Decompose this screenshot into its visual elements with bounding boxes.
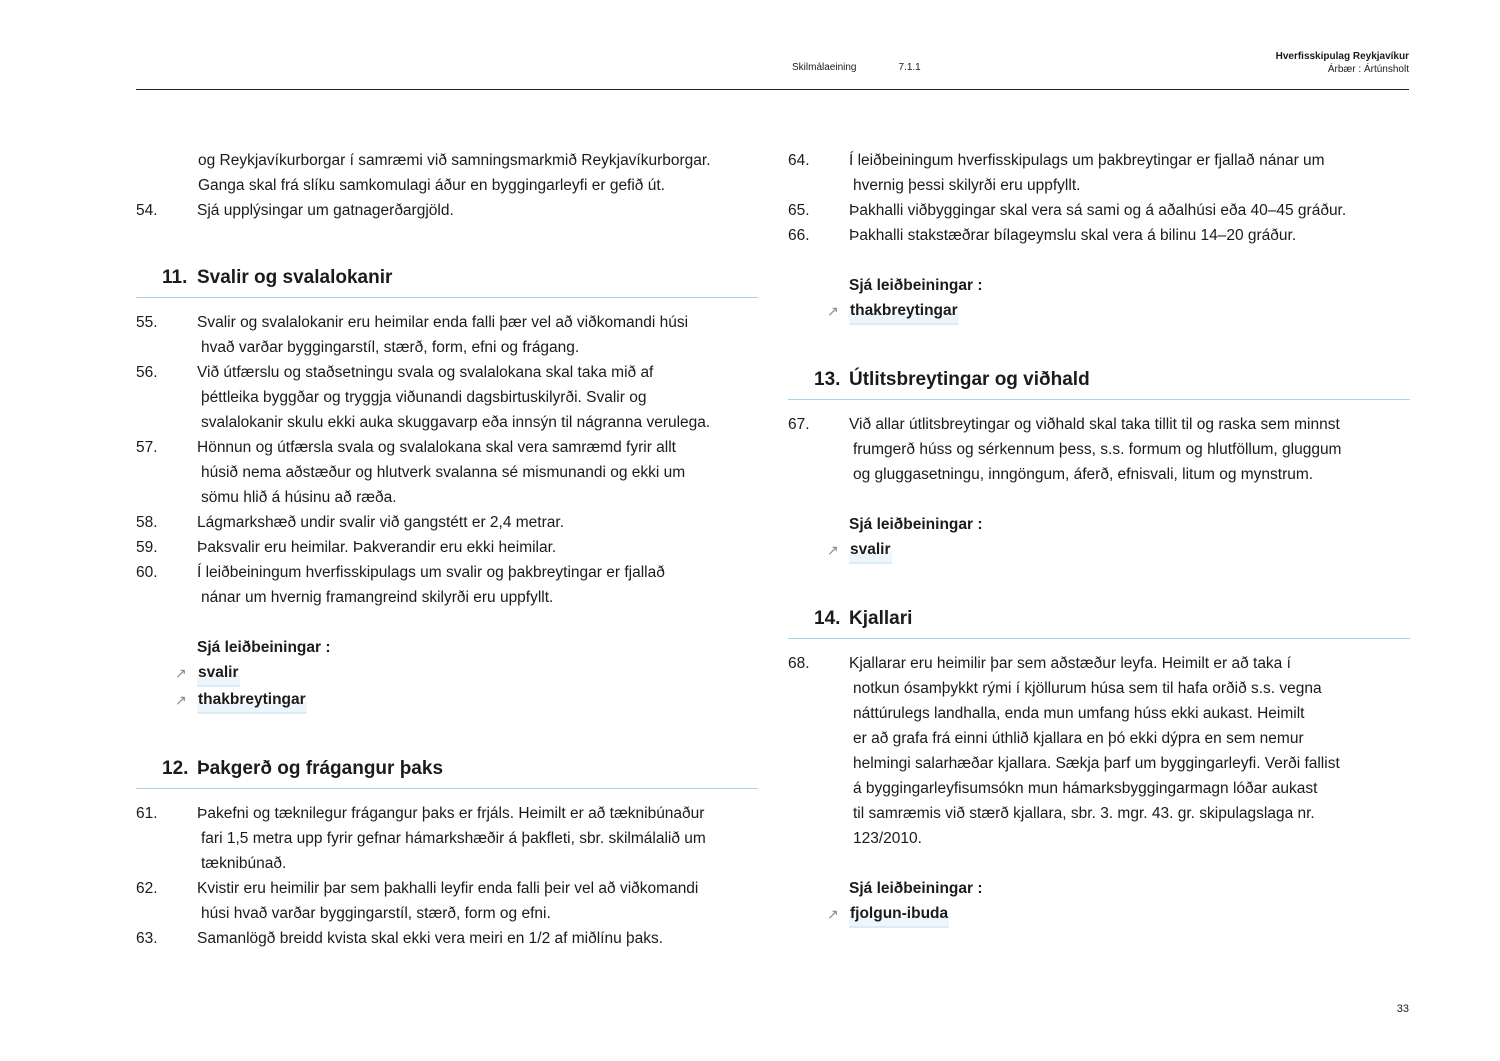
item-line: sömu hlið á húsinu að ræða. xyxy=(201,489,397,506)
arrow-up-right-icon: ↗ xyxy=(827,906,839,922)
heading-number: 13. xyxy=(814,368,841,390)
guideline-link-text[interactable]: svalir xyxy=(197,660,240,687)
list-item xyxy=(136,510,758,535)
list-item xyxy=(136,560,758,610)
item-line: Kvistir eru heimilir þar sem þakhalli leyfir enda falli þeir vel að viðkomandi xyxy=(197,880,699,897)
header-title-block xyxy=(1276,50,1409,76)
item-line: Við allar útlitsbreytingar og viðhald skal taka tillit til og raska sem minnst xyxy=(849,416,1340,433)
heading-title: Kjallari xyxy=(849,607,913,629)
heading-number: 12. xyxy=(162,757,189,779)
item-line: Lágmarkshæð undir svalir við gangstétt er 2,4 metrar. xyxy=(197,514,565,531)
item-line: nánar um hvernig framangreind skilyrði eru uppfyllt. xyxy=(201,589,554,606)
intro-line: og Reykjavíkurborgar í samræmi við samningsmarkmið Reykjavíkurborgar. xyxy=(198,152,711,169)
item-line: 123/2010. xyxy=(853,830,922,847)
guideline-link-text[interactable]: svalir xyxy=(849,537,892,564)
arrow-up-right-icon: ↗ xyxy=(827,542,839,558)
item-line: Í leiðbeiningum hverfisskipulags um þakbreytingar er fjallað nánar um xyxy=(849,152,1325,169)
item-number: 62. xyxy=(136,880,158,897)
guidelines-block xyxy=(788,512,1410,564)
header-divider xyxy=(136,89,1409,90)
item-line: Þakhalli stakstæðrar bílageymslu skal vera á bilinu 14–20 gráður. xyxy=(849,227,1297,244)
guidelines-label: Sjá leiðbeiningar : xyxy=(197,639,331,656)
list-item xyxy=(788,148,1410,198)
list-item xyxy=(136,198,758,223)
item-line: Þakhalli viðbyggingar skal vera sá sami og á aðalhúsi eða 40–45 gráður. xyxy=(849,202,1347,219)
item-number: 64. xyxy=(788,152,810,169)
arrow-up-right-icon: ↗ xyxy=(827,303,839,319)
heading-number: 11. xyxy=(162,266,188,288)
section-label: Skilmálaeining xyxy=(792,62,857,73)
right-column xyxy=(788,148,1410,928)
heading-number: 14. xyxy=(814,607,841,629)
guidelines-label: Sjá leiðbeiningar : xyxy=(849,516,983,533)
item-line: hvernig þessi skilyrði eru uppfyllt. xyxy=(853,177,1081,194)
item-number: 65. xyxy=(788,202,810,219)
item-line: og gluggasetningu, inngöngum, áferð, efnisvali, litum og mynstrum. xyxy=(853,466,1314,483)
list-item xyxy=(136,926,758,951)
item-line: Þaksvalir eru heimilar. Þakverandir eru ekki heimilar. xyxy=(197,539,557,556)
guideline-link-text[interactable]: thakbreytingar xyxy=(849,298,959,325)
item-line: helmingi salarhæðar kjallara. Sækja þarf um byggingarleyfi. Verði fallist xyxy=(853,755,1340,772)
intro-line: Ganga skal frá slíku samkomulagi áður en byggingarleyfi er gefið út. xyxy=(198,177,665,194)
item-number: 59. xyxy=(136,539,158,556)
document-subtitle: Árbær : Ártúnsholt xyxy=(1327,64,1409,75)
heading-title: Útlitsbreytingar og viðhald xyxy=(849,368,1090,390)
guideline-link-text[interactable]: thakbreytingar xyxy=(197,687,307,714)
arrow-up-right-icon: ↗ xyxy=(175,665,187,681)
item-line: Í leiðbeiningum hverfisskipulags um svalir og þakbreytingar er fjallað xyxy=(197,564,665,581)
list-item xyxy=(788,412,1410,487)
guideline-link-svalir[interactable] xyxy=(175,660,758,687)
arrow-up-right-icon: ↗ xyxy=(175,692,187,708)
item-number: 63. xyxy=(136,930,158,947)
page-number: 33 xyxy=(1396,1003,1409,1015)
item-line: á byggingarleyfisumsókn mun hámarksbyggingarmagn lóðar aukast xyxy=(853,780,1318,797)
intro-paragraph xyxy=(136,148,758,198)
guidelines-label: Sjá leiðbeiningar : xyxy=(849,277,983,294)
item-number: 56. xyxy=(136,364,158,381)
list-item xyxy=(136,435,758,510)
guideline-link-thakbreytingar[interactable] xyxy=(175,687,758,714)
guideline-link-text[interactable]: fjolgun-ibuda xyxy=(849,901,949,928)
list-item xyxy=(788,223,1410,248)
item-number: 61. xyxy=(136,805,158,822)
guidelines-label: Sjá leiðbeiningar : xyxy=(849,880,983,897)
item-number: 60. xyxy=(136,564,158,581)
list-item xyxy=(136,801,758,876)
guidelines-block xyxy=(788,876,1410,928)
list-item xyxy=(136,310,758,360)
list-item xyxy=(788,198,1410,223)
guideline-link-svalir[interactable] xyxy=(827,537,1410,564)
item-line: húsi hvað varðar byggingarstíl, stærð, form og efni. xyxy=(201,905,551,922)
item-number: 66. xyxy=(788,227,810,244)
item-line: svalalokanir skulu ekki auka skuggavarp eða innsýn til nágranna verulega. xyxy=(201,414,711,431)
item-line: tæknibúnað. xyxy=(201,855,287,872)
item-line: Við útfærslu og staðsetningu svala og svalalokana skal taka mið af xyxy=(197,364,654,381)
heading-title: Þakgerð og frágangur þaks xyxy=(197,757,444,779)
guideline-link-fjolgun-ibuda[interactable] xyxy=(827,901,1410,928)
section-heading-13 xyxy=(788,350,1410,400)
item-line: Kjallarar eru heimilir þar sem aðstæður leyfa. Heimilt er að taka í xyxy=(849,655,1291,672)
item-number: 58. xyxy=(136,514,158,531)
section-heading-12 xyxy=(136,739,758,789)
guideline-link-thakbreytingar[interactable] xyxy=(827,298,1410,325)
section-code: 7.1.1 xyxy=(898,62,921,73)
item-line: notkun ósamþykkt rými í kjöllurum húsa sem til hafa orðið s.s. vegna xyxy=(853,680,1322,697)
item-number: 55. xyxy=(136,314,158,331)
list-item xyxy=(136,535,758,560)
item-line: Samanlögð breidd kvista skal ekki vera meiri en 1/2 af miðlínu þaks. xyxy=(197,930,664,947)
item-line: Hönnun og útfærsla svala og svalalokana skal vera samræmd fyrir allt xyxy=(197,439,676,456)
item-number: 67. xyxy=(788,416,810,433)
guidelines-block xyxy=(788,273,1410,325)
section-heading-14 xyxy=(788,589,1410,639)
item-line: Svalir og svalalokanir eru heimilar enda falli þær vel að viðkomandi húsi xyxy=(197,314,689,331)
guidelines-block xyxy=(136,635,758,714)
list-item xyxy=(136,360,758,435)
item-line: Sjá upplýsingar um gatnagerðargjöld. xyxy=(197,202,454,219)
list-item xyxy=(788,651,1410,851)
item-number: 68. xyxy=(788,655,810,672)
item-line: þéttleika byggðar og tryggja viðunandi dagsbirtuskilyrði. Svalir og xyxy=(201,389,647,406)
heading-title: Svalir og svalalokanir xyxy=(197,266,393,288)
item-line: til samræmis við stærð kjallara, sbr. 3. mgr. 43. gr. skipulagslaga nr. xyxy=(853,805,1315,822)
header-section xyxy=(792,62,921,73)
item-line: fari 1,5 metra upp fyrir gefnar hámarkshæðir á þakfleti, sbr. skilmálalið um xyxy=(201,830,706,847)
item-number: 57. xyxy=(136,439,158,456)
item-line: Þakefni og tæknilegur frágangur þaks er frjáls. Heimilt er að tæknibúnaður xyxy=(197,805,705,822)
document-title: Hverfisskipulag Reykjavíkur xyxy=(1275,51,1409,62)
left-column xyxy=(136,148,758,951)
item-line: er að grafa frá einni úthlið kjallara en þó ekki dýpra en sem nemur xyxy=(853,730,1304,747)
section-heading-11 xyxy=(136,248,758,298)
item-line: hvað varðar byggingarstíl, stærð, form, efni og frágang. xyxy=(201,339,580,356)
item-line: frumgerð húss og sérkennum þess, s.s. formum og hlutföllum, gluggum xyxy=(853,441,1342,458)
item-line: húsið nema aðstæður og hlutverk svalanna sé mismunandi og ekki um xyxy=(201,464,686,481)
list-item xyxy=(136,876,758,926)
item-line: náttúrulegs landhalla, enda mun umfang húss ekki aukast. Heimilt xyxy=(853,705,1305,722)
item-number: 54. xyxy=(136,202,158,219)
